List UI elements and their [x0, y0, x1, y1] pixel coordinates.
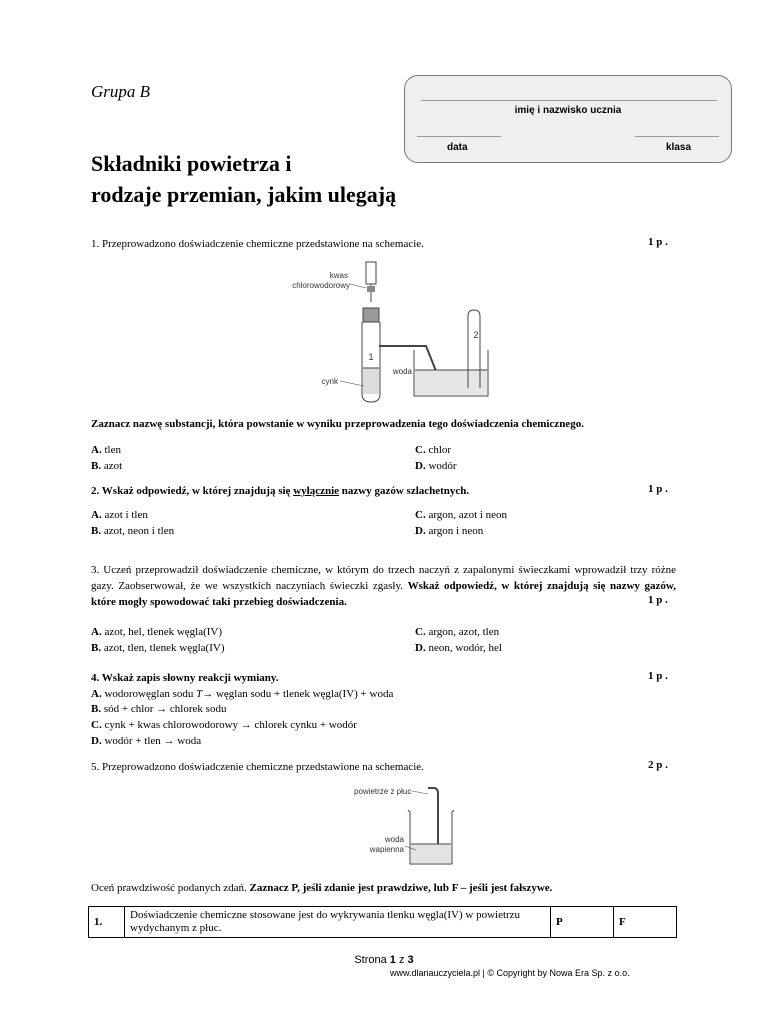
q2-text: 2. Wskaż odpowiedź, w której znajdują się wyłącznie nazwy gazów szlachetnych.	[91, 485, 470, 497]
label-water: woda	[392, 367, 412, 376]
q4-option-c[interactable]: C. cynk + kwas chlorowodorowy → chlorek cynku + wodór	[91, 719, 357, 731]
page-number: Strona 1 z 3	[354, 954, 414, 966]
q3-text: 3. Uczeń przeprowadził doświadczenie chemiczne, w którym do trzech naczyń z zapalonymi świeczkami wprowadził trzy różne gazy. Zaobserwował, że we wszystkich naczyniach świeczki zgasły. Wskaż odpowiedź, w której znajdują się nazwy gazów, które mogły spowodować taki przebieg doświadczenia.	[91, 564, 676, 608]
q4-text: 4. Wskaż zapis słowny reakcji wymiany.	[91, 672, 279, 684]
label-2: 2	[473, 330, 479, 340]
q1-option-c[interactable]: C. chlor	[415, 444, 452, 456]
page-title	[91, 148, 396, 210]
q1-points: 1 p .	[648, 236, 668, 248]
title-line-2: rodzaje przemian, jakim ulegają	[91, 182, 397, 207]
name-label: imię i nazwisko ucznia	[514, 105, 622, 116]
q2-option-c[interactable]: C. argon, azot i neon	[415, 509, 508, 521]
copyright: www.dlanauczyciela.pl | © Copyright by Nowa Era Sp. z o.o.	[390, 968, 630, 978]
label-1: 1	[368, 352, 374, 362]
q3-option-c[interactable]: C. argon, azot, tlen	[415, 626, 500, 638]
q1-text: 1. Przeprowadzono doświadczenie chemiczne przedstawione na schemacie.	[91, 238, 424, 250]
answer-true[interactable]: P	[551, 907, 614, 938]
q3-option-a[interactable]: A. azot, hel, tlenek węgla(IV)	[91, 626, 223, 638]
q2-points: 1 p .	[648, 483, 668, 495]
q5-limewater-diagram	[312, 780, 462, 872]
label-acid-1: kwas	[329, 271, 348, 280]
q5-points: 2 p .	[648, 759, 668, 771]
label-water-1: woda	[384, 835, 404, 844]
q4-option-a[interactable]: A. wodorowęglan sodu T→ węglan sodu + tlenek węgla(IV) + woda	[91, 688, 394, 700]
title-line-1: Składniki powietrza i	[91, 151, 292, 176]
q2-option-a[interactable]: A. azot i tlen	[91, 509, 148, 521]
q4-points: 1 p .	[648, 670, 668, 682]
label-water-2: wapienna	[369, 845, 404, 854]
q1-option-d[interactable]: D. wodór	[415, 460, 457, 472]
class-line[interactable]	[635, 136, 719, 137]
row-number: 1.	[89, 907, 125, 938]
name-line[interactable]	[421, 100, 717, 101]
q4-option-b[interactable]: B. sód + chlor → chlorek sodu	[91, 703, 227, 715]
group-label: Grupa B	[91, 82, 151, 101]
label-acid-2: chlorowodorowy	[292, 281, 350, 290]
date-line[interactable]	[417, 136, 501, 137]
q1-option-a[interactable]: A. tlen	[91, 444, 121, 456]
class-label: klasa	[666, 142, 692, 153]
student-info-box	[404, 75, 732, 163]
q1-option-b[interactable]: B. azot	[91, 460, 123, 472]
q1-instruction: Zaznacz nazwę substancji, która powstanie w wyniku przeprowadzenia tego doświadczenia chemicznego.	[91, 418, 584, 430]
statement-text: Doświadczenie chemiczne stosowane jest do wykrywania tlenku węgla(IV) w powietrzu wydychanym z płuc.	[125, 907, 551, 938]
table-row	[89, 907, 677, 938]
q4-option-d[interactable]: D. wodór + tlen → woda	[91, 735, 202, 747]
q3-option-b[interactable]: B. azot, tlen, tlenek węgla(IV)	[91, 642, 225, 654]
q1-apparatus-diagram	[278, 258, 498, 406]
q3-points: 1 p .	[648, 594, 668, 606]
q5-text: 5. Przeprowadzono doświadczenie chemiczne przedstawione na schemacie.	[91, 761, 424, 773]
label-zinc: cynk	[321, 377, 338, 386]
answer-false[interactable]: F	[614, 907, 677, 938]
q5-instruction: Oceń prawdziwość podanych zdań. Zaznacz P, jeśli zdanie jest prawdziwe, lub F – jeśli jest fałszywe.	[91, 882, 553, 894]
q5-true-false-table	[88, 906, 677, 938]
date-label: data	[447, 142, 468, 153]
q2-option-d[interactable]: D. argon i neon	[415, 525, 484, 537]
q3-option-d[interactable]: D. neon, wodór, hel	[415, 642, 502, 654]
q2-option-b[interactable]: B. azot, neon i tlen	[91, 525, 175, 537]
label-breath: powietrze z płuc	[354, 787, 412, 796]
